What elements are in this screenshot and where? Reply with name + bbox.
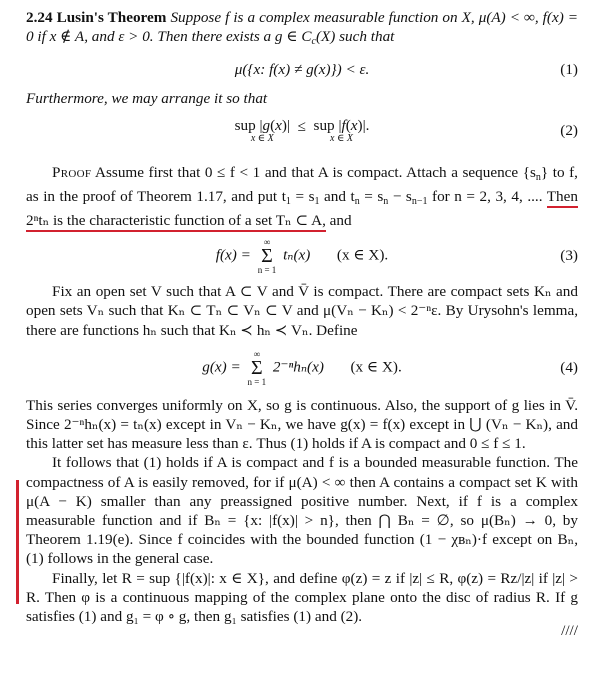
- proof-p1-c: = s: [290, 187, 315, 205]
- equation-2-sub-left: x ∈ X: [250, 132, 274, 144]
- theorem-name: Lusin's Theorem: [56, 9, 167, 26]
- equation-2-number: (2): [560, 121, 578, 139]
- proof-p1-h: and: [325, 212, 352, 230]
- proof-p1-f: − s: [388, 187, 412, 205]
- theorem-statement-sub: c: [311, 36, 316, 48]
- margin-highlight-bar: [16, 480, 19, 604]
- equation-3-number: (3): [560, 247, 578, 265]
- theorem-furthermore: [26, 89, 578, 108]
- proof-p1-b: } to f, as in the proof of Theorem 1.17, and put t: [26, 163, 578, 205]
- proof-p1-g: for n = 2, 3, 4, ....: [427, 187, 547, 205]
- equation-4-number: (4): [560, 358, 578, 376]
- theorem-number: 2.24: [26, 9, 53, 26]
- equation-3-body: f(x) = ∞ Σ n = 1 tₙ(x) (x ∈ X).: [215, 237, 389, 276]
- proof-paragraph-4: It follows that (1) holds if A is compact and f is a bounded measurable function. The compactness of A is easily removed, for if μ(A) < ∞ then A contains a compact set K with μ(A − K) smaller than any preassigned positive number. Next, if f is a complex measurable function and if Bₙ = {x: |f(x)| > n}, then ⋂ Bₙ = ∅, so μ(Bₙ) → 0, by Theorem 1.19(e). Since f coincides with the bounded function (1 − χʙₙ)·f except on Bₙ, (1) follows in the general case.: [26, 454, 578, 568]
- equation-2-sub-right: x ∈ X: [330, 132, 353, 144]
- equation-2: [26, 109, 578, 153]
- end-of-proof-mark: ////: [561, 622, 578, 640]
- equation-1-body: μ({x: f(x) ≠ g(x)}) < ε.: [234, 61, 370, 79]
- equation-1: [26, 51, 578, 89]
- theorem-statement: [26, 8, 578, 51]
- proof-label: Proof: [52, 163, 92, 181]
- theorem-statement-tail: (X) such that: [315, 28, 395, 46]
- document-page: [26, 8, 578, 638]
- furthermore-text: Furthermore, we may arrange it so that: [26, 90, 268, 108]
- equation-1-number: (1): [560, 61, 578, 79]
- highlighted-sentence: Then 2ⁿtₙ is the characteristic function of a set Tₙ ⊂ A,: [26, 188, 578, 232]
- proof-paragraph-3: This series converges uniformly on X, so g is continuous. Also, the support of g lies in V̄. Since 2⁻ⁿhₙ(x) = tₙ(x) except in Vₙ − Kₙ, we have g(x) = f(x) except in ⋃ (Vₙ − Kₙ), and this latter set has measure less than ε. Thus (1) holds if A is compact and 0 ≤ f ≤ 1.: [26, 396, 578, 453]
- proof-p1-a: Assume first that 0 ≤ f < 1 and that A is compact. Attach a sequence {s: [95, 163, 536, 181]
- proof-paragraph-5-text: Finally, let R = sup {|f(x)|: x ∈ X}, and define φ(z) = z if |z| ≤ R, φ(z) = Rz/|z| if |z| > R. Then φ is a continuous mapping of the complex plane onto the disc of radius R. If g satisfies (1) and g₁ = φ ∘ g, then g₁ satisfies (1) and (2).: [26, 569, 578, 626]
- equation-4: [26, 346, 578, 390]
- proof-paragraph-5: [26, 569, 578, 629]
- equation-3: [26, 236, 578, 276]
- proof-p1-e: = s: [359, 187, 384, 205]
- proof-paragraph-2: Fix an open set V such that A ⊂ V and V̄ is compact. There are compact sets Kₙ and open sets Vₙ such that Kₙ ⊂ Tₙ ⊂ Vₙ ⊂ V and μ(Vₙ − Kₙ) < 2⁻ⁿε. By Urysohn's lemma, there are functions hₙ such that Kₙ ≺ hₙ ≺ Vₙ. Define: [26, 283, 578, 339]
- proof-paragraph-1: Proof Assume first that 0 ≤ f < 1 and that A is compact. Attach a sequence $\{s_n\}$ to f, as in the proof of Theorem 1.17, and put $t_1 = s_1$ and $t_n = s_n - s_{n-1}$ for n = 2, 3, 4, .... Then 2ⁿtₙ is the characteristic function of a set Tₙ ⊂ A, and: [26, 163, 578, 231]
- equation-4-body: g(x) = ∞ Σ n = 1 2⁻ⁿhₙ(x) (x ∈ X).: [202, 348, 402, 387]
- proof-p1-d: and t: [319, 187, 355, 205]
- theorem-statement-text: Suppose f is a complex measurable function on X, μ(A) < ∞, f(x) = 0 if x ∉ A, and ε > 0. Then there exists a g ∈ C: [26, 9, 579, 46]
- equation-2-body: sup |g(x)| x ∈ X ≤ sup |f(x)|. x ∈ X: [234, 116, 370, 144]
